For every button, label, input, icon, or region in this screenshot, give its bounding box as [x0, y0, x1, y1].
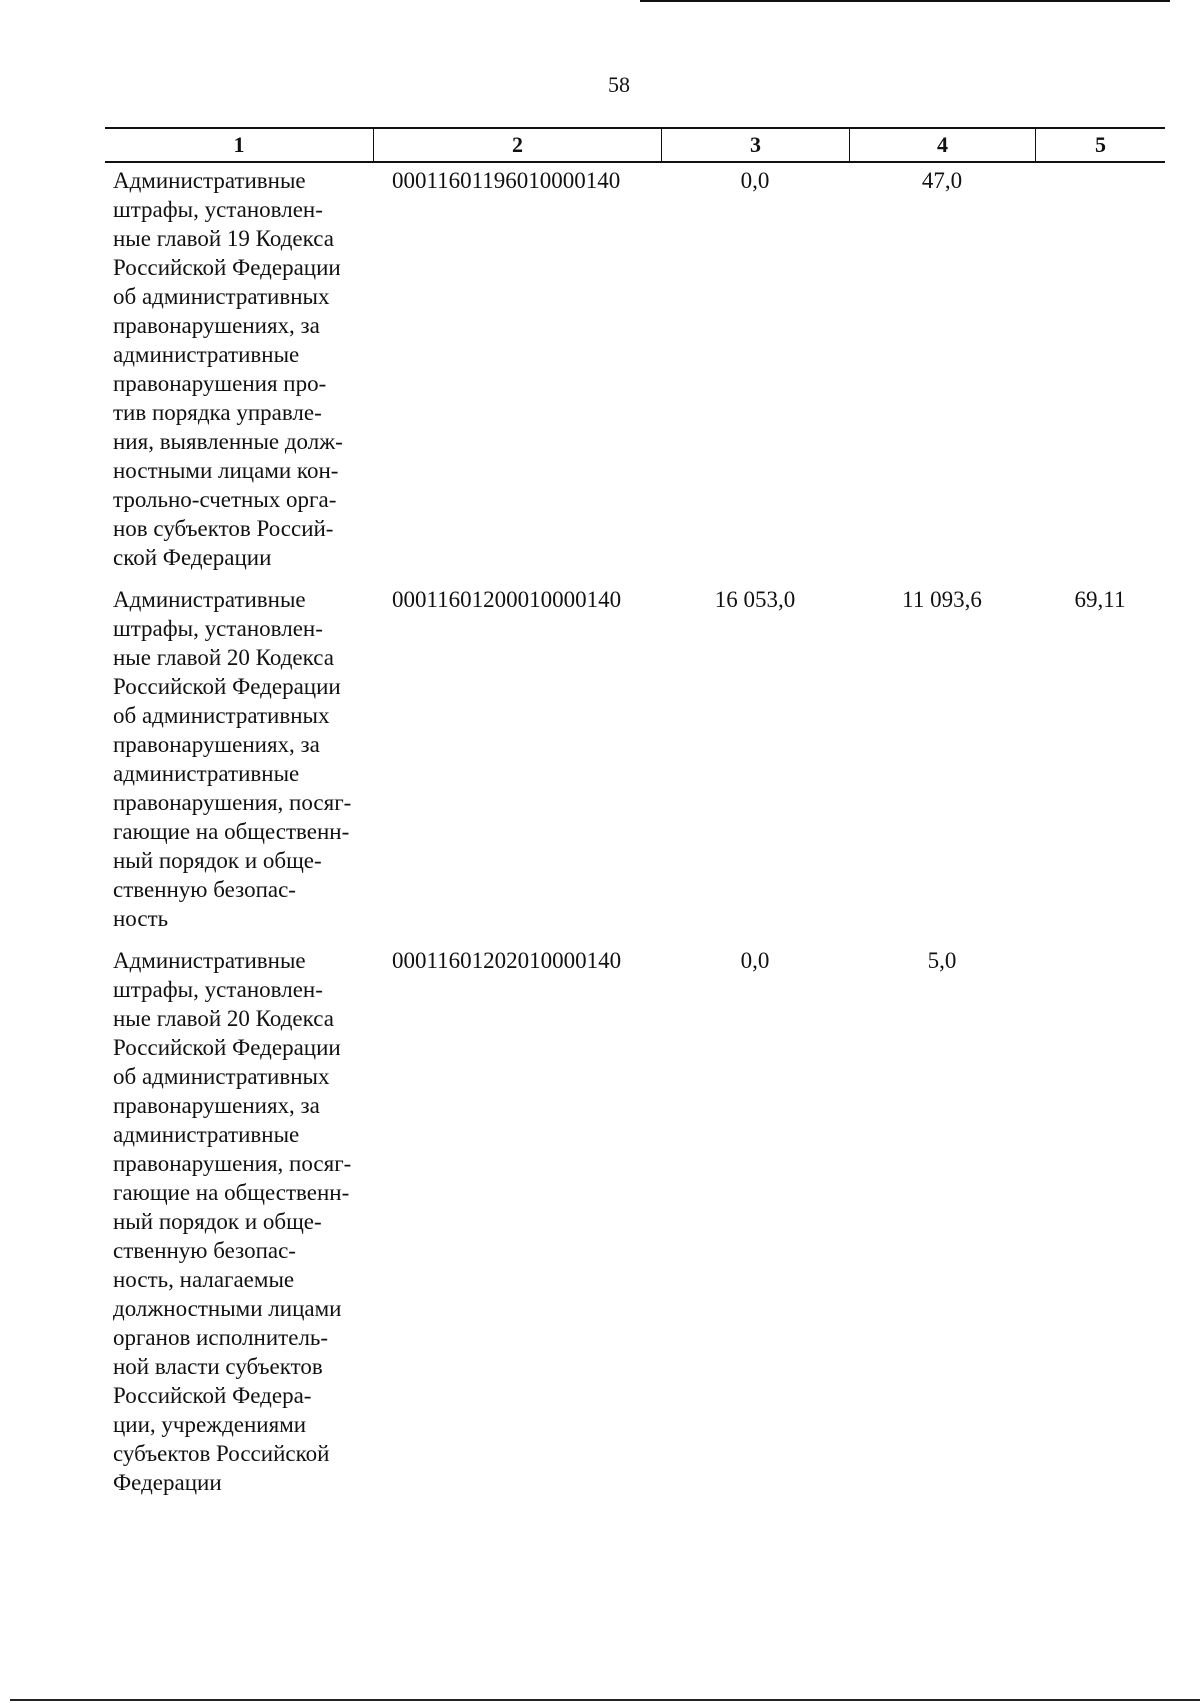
column-header-5: 5 — [1035, 129, 1165, 161]
description-line: об административных — [113, 284, 330, 309]
description-line: Административные — [113, 168, 306, 193]
description-line: ственную безопас- — [113, 877, 296, 902]
budget-code: 00011601202010000140 — [392, 948, 622, 973]
description-line: ственную безопас- — [113, 1238, 296, 1263]
description-line: Административные — [113, 948, 306, 973]
description-line: Российской Федерации — [113, 255, 341, 280]
value-col4: 11 093,6 — [902, 587, 982, 612]
column-header-2: 2 — [373, 129, 661, 161]
description-line: штрафы, установлен- — [113, 977, 323, 1002]
row-description — [113, 166, 365, 572]
scan-edge-line — [10, 1699, 1200, 1701]
row-description — [113, 946, 365, 1497]
description-line: ный порядок и обще- — [113, 1209, 322, 1234]
column-header-3: 3 — [661, 129, 849, 161]
description-line: ции, учреждениями — [113, 1412, 307, 1437]
description-line: ные главой 19 Кодекса — [113, 226, 334, 251]
description-line: субъектов Российской — [113, 1441, 330, 1466]
row-description — [113, 585, 365, 933]
description-line: тив порядка управле- — [113, 400, 322, 425]
description-line: ность — [113, 906, 169, 931]
value-col4: 5,0 — [927, 948, 957, 973]
description-line: ской Федерации — [113, 545, 272, 570]
description-line: административные — [113, 761, 300, 786]
description-line: Российской Федерации — [113, 1035, 341, 1060]
value-col5: 69,11 — [1074, 587, 1126, 612]
description-line: ный порядок и обще- — [113, 848, 322, 873]
value-col4: 47,0 — [921, 168, 963, 193]
description-line: правонарушения про- — [113, 371, 327, 396]
description-line: нов субъектов Россий- — [113, 516, 334, 541]
description-line: ные главой 20 Кодекса — [113, 645, 334, 670]
description-line: штрафы, установлен- — [113, 197, 323, 222]
description-line: ностными лицами кон- — [113, 458, 339, 483]
table-header — [105, 127, 1165, 163]
value-col3: 16 053,0 — [714, 587, 796, 612]
description-line: должностными лицами — [113, 1296, 342, 1321]
description-line: Российской Федерации — [113, 674, 341, 699]
description-line: правонарушениях, за — [113, 1093, 320, 1118]
description-line: об административных — [113, 1064, 330, 1089]
budget-code: 00011601196010000140 — [392, 168, 621, 193]
value-col3: 0,0 — [740, 948, 770, 973]
page-number: 58 — [608, 72, 630, 97]
description-line: Федерации — [113, 1470, 222, 1495]
scan-edge-line — [640, 0, 1170, 2]
description-line: административные — [113, 342, 300, 367]
description-line: административные — [113, 1122, 300, 1147]
column-header-4: 4 — [849, 129, 1035, 161]
description-line: гающие на общественн- — [113, 1180, 350, 1205]
description-line: об административных — [113, 703, 330, 728]
description-line: правонарушения, посяг- — [113, 1151, 352, 1176]
description-line: органов исполнитель- — [113, 1325, 329, 1350]
description-line: штрафы, установлен- — [113, 616, 323, 641]
description-line: ность, налагаемые — [113, 1267, 295, 1292]
budget-code: 00011601200010000140 — [392, 587, 622, 612]
description-line: ния, выявленные долж- — [113, 429, 343, 454]
description-line: ной власти субъектов — [113, 1354, 323, 1379]
description-line: ные главой 20 Кодекса — [113, 1006, 334, 1031]
description-line: правонарушения, посяг- — [113, 790, 352, 815]
description-line: трольно-счетных орга- — [113, 487, 337, 512]
description-line: Российской Федера- — [113, 1383, 312, 1408]
column-header-1: 1 — [233, 132, 245, 157]
description-line: правонарушениях, за — [113, 313, 320, 338]
description-line: гающие на общественн- — [113, 819, 350, 844]
description-line: правонарушениях, за — [113, 732, 320, 757]
description-line: Административные — [113, 587, 306, 612]
value-col3: 0,0 — [740, 168, 770, 193]
